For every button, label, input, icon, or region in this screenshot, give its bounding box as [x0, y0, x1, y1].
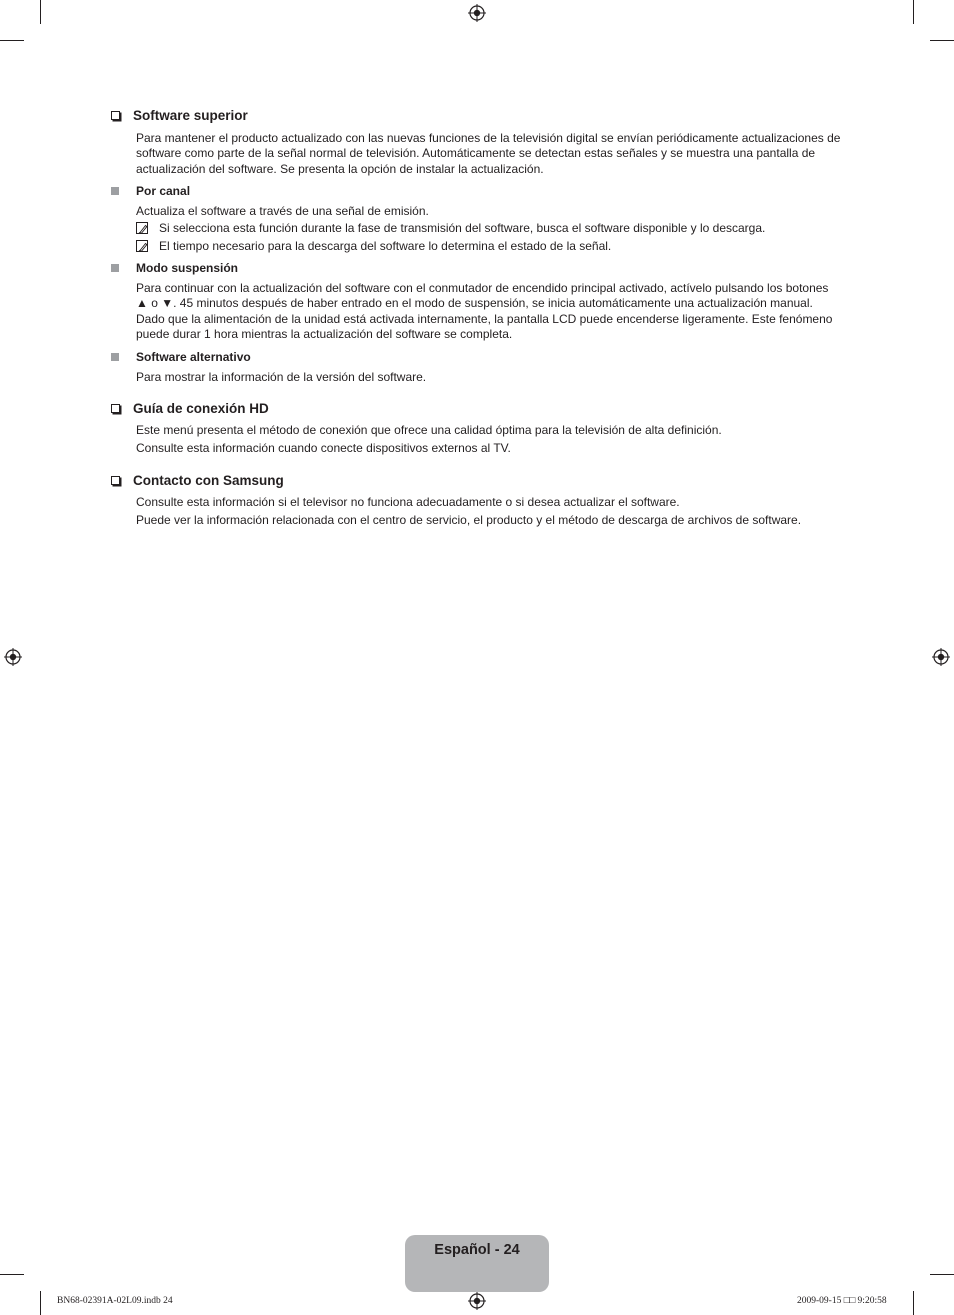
- registration-mark-icon: [932, 648, 950, 666]
- section-heading: [111, 473, 284, 488]
- crop-mark: [40, 0, 41, 24]
- checkbox-bullet-icon: [111, 476, 120, 485]
- note-text: Si selecciona esta función durante la fase de transmisión del software, busca el software disponible y lo descarga.: [159, 221, 766, 235]
- note-item: [136, 239, 611, 253]
- subsection-title: Por canal: [136, 184, 191, 198]
- checkbox-bullet-icon: [111, 404, 120, 413]
- note-icon: [136, 222, 148, 234]
- note-item: [136, 221, 765, 235]
- section-heading: [111, 108, 248, 123]
- note-text: El tiempo necesario para la descarga del software lo determina el estado de la señal.: [159, 239, 612, 253]
- crop-mark: [913, 0, 914, 24]
- registration-mark-icon: [468, 4, 486, 22]
- section-paragraph: Para mantener el producto actualizado con las nuevas funciones de la televisión digital se envían periódicamente actualizaciones de software como parte de la señal normal de televisión. Automáticamente se detectan estas señales y se muestra una pantalla de actualización del software. Se presenta la opción de instalar la actualización.: [136, 131, 841, 176]
- subsection-text: Para mostrar la información de la versión del software.: [136, 370, 427, 384]
- section-title: Software superior: [133, 108, 248, 123]
- square-bullet-icon: [111, 264, 119, 272]
- subsection-text: Para continuar con la actualización del software con el conmutador de encendido principal activado, actívelo pulsando los botones ▲ o ▼. 45 minutos después de haber entrado en el modo de suspensión, se inicia automáticamente una actualización manual. Dado que la alimentación de la unidad está activada internamente, la pantalla LCD puede encenderse ligeramente. Este fenómeno puede durar 1 hora mientras la actualización del software se completa.: [136, 281, 833, 341]
- subsection-heading: [111, 350, 251, 364]
- crop-mark: [0, 1274, 24, 1275]
- section-line: Este menú presenta el método de conexión que ofrece una calidad óptima para la televisión de alta definición.: [136, 423, 722, 437]
- subsection-title: Modo suspensión: [136, 261, 238, 275]
- print-slug-left: BN68-02391A-02L09.indb 24: [57, 1296, 173, 1306]
- page-number-label: Español - 24: [434, 1242, 520, 1258]
- crop-mark: [930, 40, 954, 41]
- crop-mark: [40, 1291, 41, 1315]
- crop-mark: [913, 1291, 914, 1315]
- subsection-heading: [111, 261, 238, 275]
- subsection-text: Actualiza el software a través de una señal de emisión.: [136, 204, 429, 218]
- square-bullet-icon: [111, 353, 119, 361]
- square-bullet-icon: [111, 187, 119, 195]
- section-heading: [111, 401, 269, 416]
- section-line: Consulte esta información si el televisor no funciona adecuadamente o si desea actualizar el software.: [136, 495, 680, 509]
- print-slug-right: 2009-09-15 □□ 9:20:58: [797, 1296, 887, 1306]
- section-title: Contacto con Samsung: [133, 473, 284, 488]
- subsection-title: Software alternativo: [136, 350, 251, 364]
- note-icon: [136, 240, 148, 252]
- subsection-heading: [111, 184, 190, 198]
- section-line: Puede ver la información relacionada con el centro de servicio, el producto y el método de descarga de archivos de software.: [136, 513, 802, 527]
- checkbox-bullet-icon: [111, 111, 120, 120]
- section-title: Guía de conexión HD: [133, 401, 269, 416]
- crop-mark: [0, 40, 24, 41]
- section-line: Consulte esta información cuando conecte dispositivos externos al TV.: [136, 441, 511, 455]
- registration-mark-icon: [4, 648, 22, 666]
- registration-mark-icon: [468, 1292, 486, 1310]
- crop-mark: [930, 1274, 954, 1275]
